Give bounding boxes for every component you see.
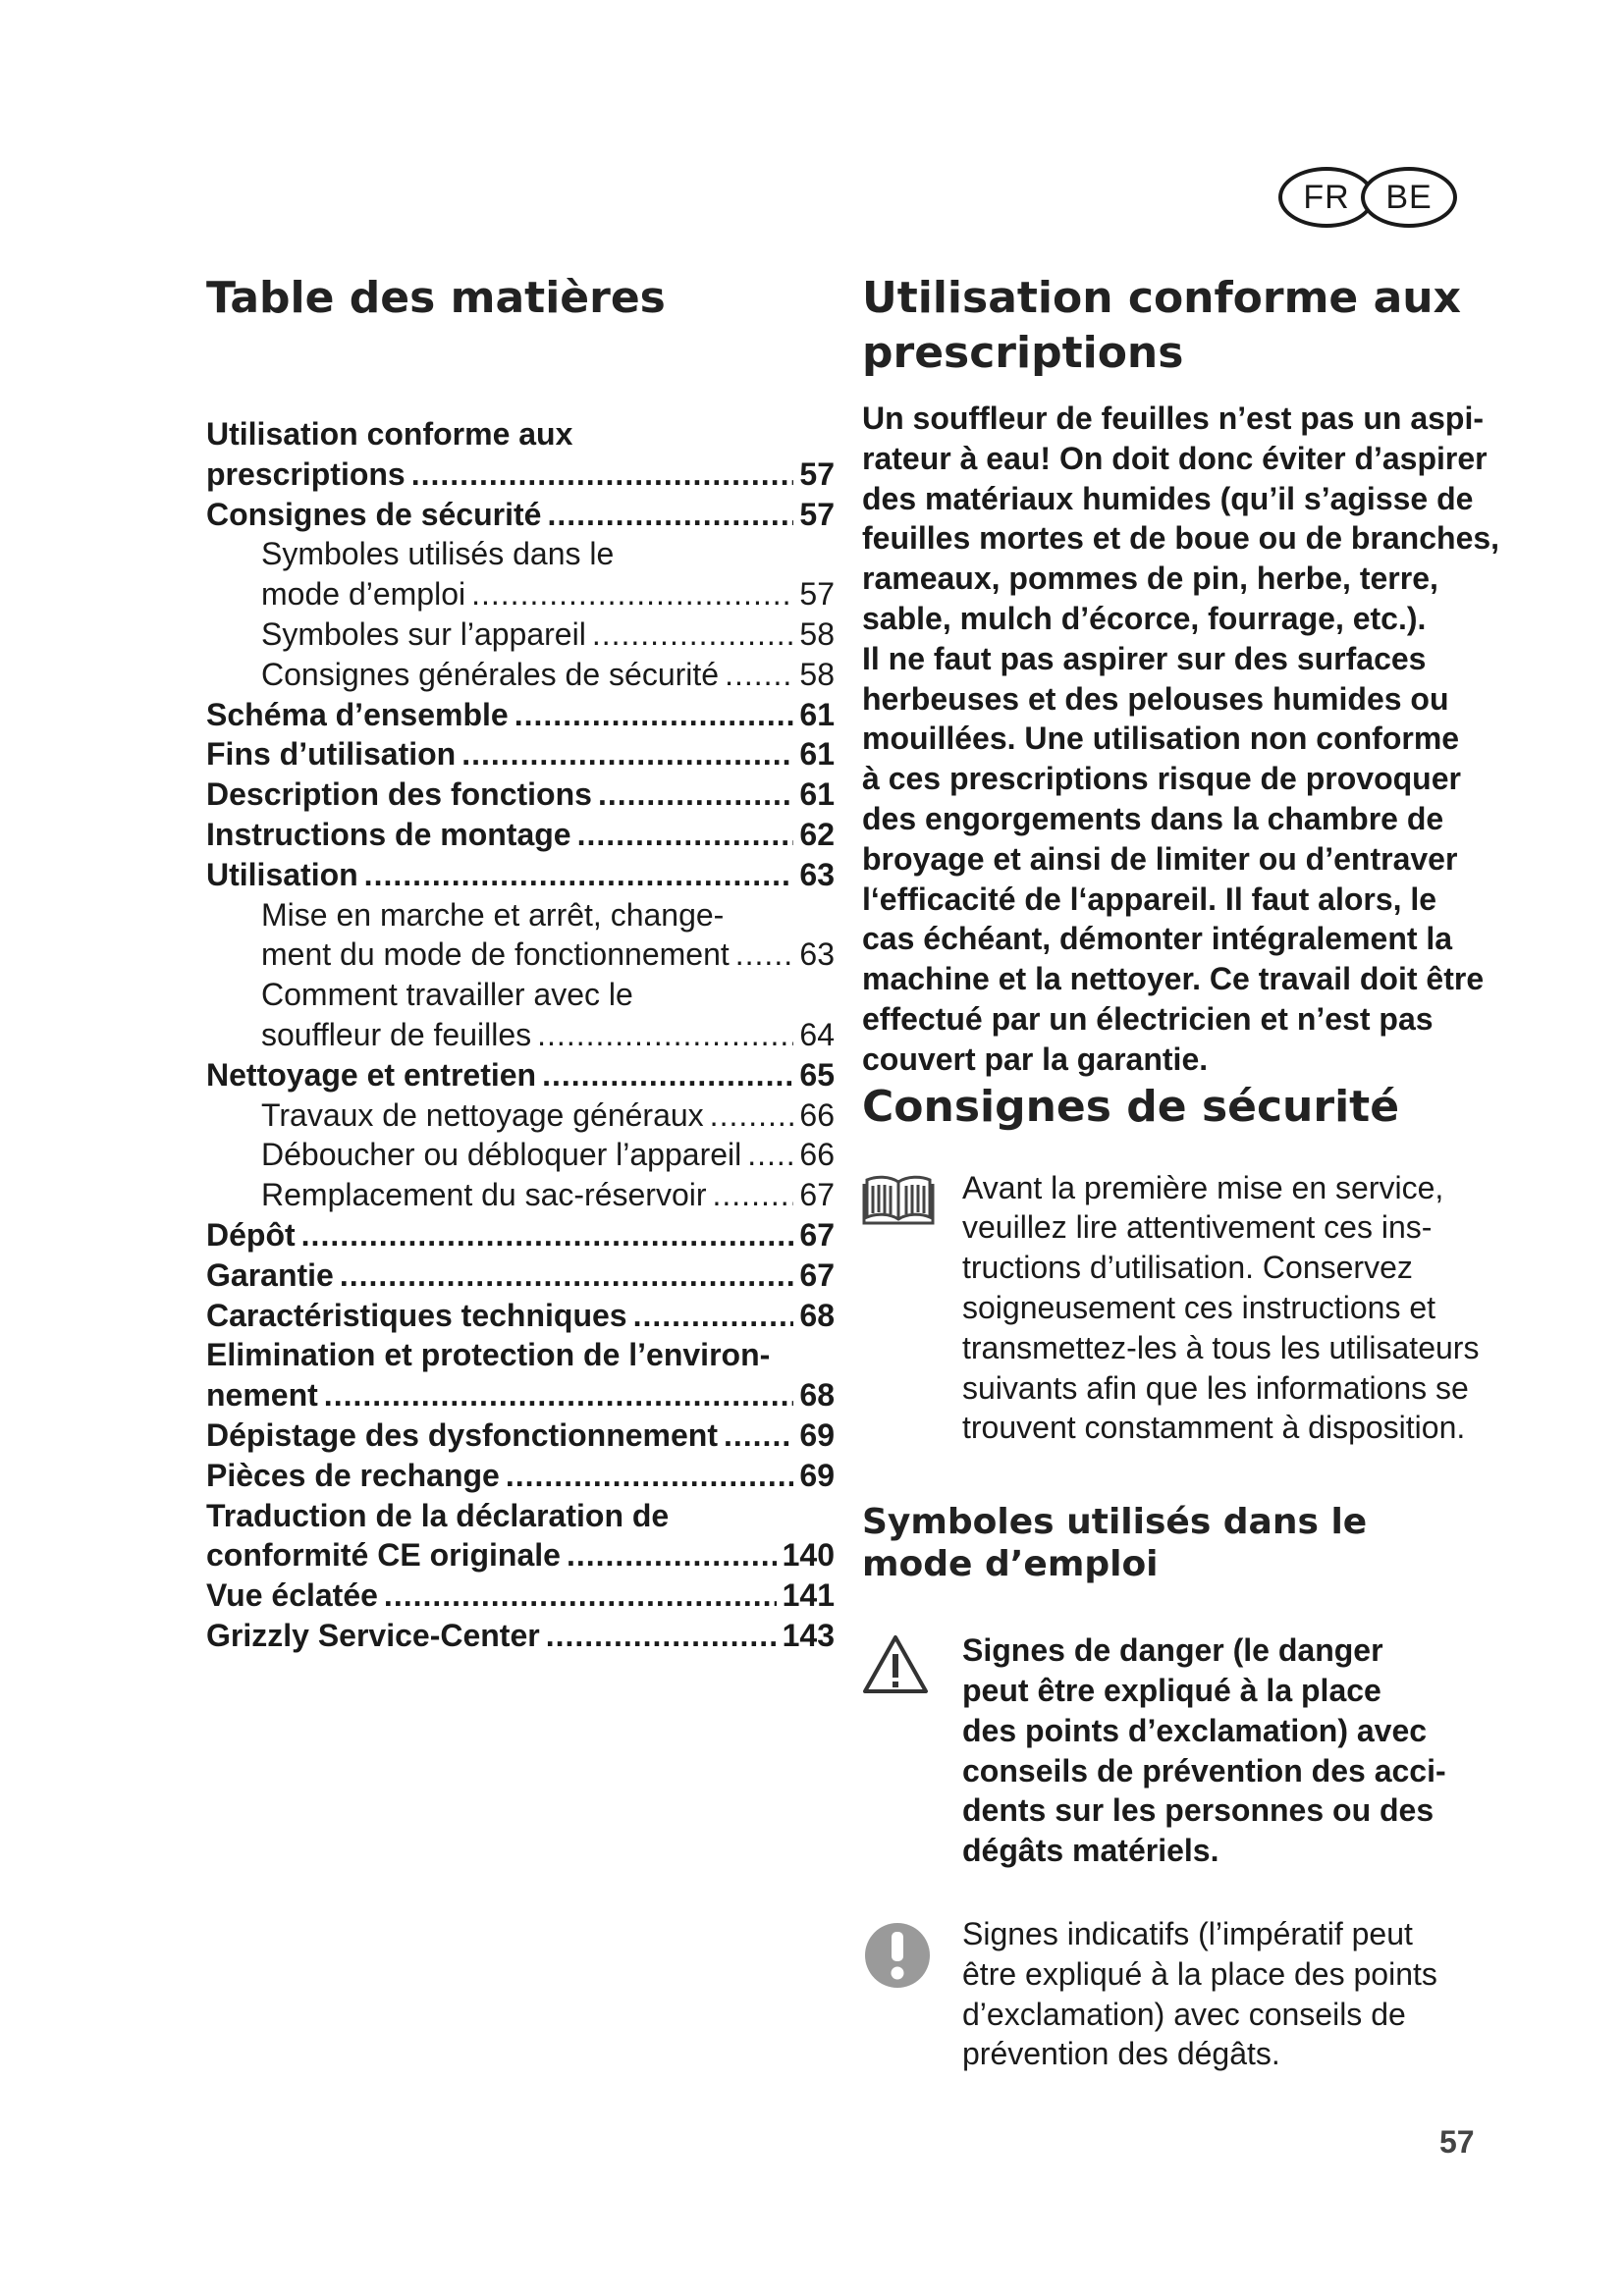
text-line: veuillez lire attentivement ces ins- [962,1209,1433,1246]
toc-entry [206,1135,835,1175]
toc-entry-page: 57 [799,576,835,613]
toc-entry-title: conformité CE originale [206,1537,561,1574]
toc-entry [206,495,835,535]
toc-dot-leader [592,614,794,655]
text-line: herbeuses et des pelouses humides ou [862,680,1449,717]
toc-entry-page: 69 [799,1457,835,1493]
manual-note [862,1168,1549,1449]
text-line: Signes de danger (le danger [962,1632,1383,1669]
page-number: 57 [1439,2124,1475,2160]
text-line: d’exclamation) avec conseils de [962,1996,1406,2032]
toc-entry [206,655,835,695]
toc-entry-line: Comment travailler avec le [261,977,633,1013]
toc-entry-title: Consignes de sécurité [206,496,542,532]
toc-entry-page: 62 [799,816,835,852]
toc-entry-title: Déboucher ou débloquer l’appareil [261,1137,742,1173]
toc-entry-page: 58 [799,615,835,652]
toc-entry-page: 66 [799,1137,835,1173]
toc-dot-leader [747,1135,793,1175]
toc-entry [206,454,835,495]
text-line: Il ne faut pas aspirer sur des surfaces [862,640,1427,676]
toc-entry [206,1616,835,1656]
toc-entry-title: souffleur de feuilles [261,1016,532,1052]
text-line: sable, mulch d’écorce, fourrage, etc.). [862,600,1427,636]
text-line: Un souffleur de feuilles n’est pas un aspi- [862,400,1484,436]
toc-entry-title: Caractéristiques techniques [206,1297,627,1333]
toc-dot-leader [461,734,793,774]
text-line: des points d’exclamation) avec [962,1712,1428,1748]
toc-entry-line: Mise en marche et arrêt, change- [261,896,725,933]
toc-entry-title: Nettoyage et entretien [206,1056,537,1093]
toc-entry-title: Remplacement du sac-réservoir [261,1177,707,1213]
toc-dot-leader [506,1456,794,1496]
text-line: Avant la première mise en service, [962,1169,1444,1205]
toc-dot-leader [547,495,793,535]
toc-dot-leader [735,934,794,975]
manual-note-text [962,1168,1479,1449]
danger-note [862,1630,1549,1871]
toc-entry [206,774,835,815]
toc-dot-leader [633,1296,794,1336]
toc-entry-page: 63 [799,936,835,973]
country-badge-be: BE [1361,167,1457,228]
toc-dot-leader [598,774,793,815]
right-column [862,271,1549,2074]
toc-entry-title: prescriptions [206,455,406,492]
text-line: transmettez-les à tous les utilisateurs [962,1329,1480,1365]
text-line: broyage et ainsi de limiter ou d’entraver [862,840,1458,877]
usage-paragraph [862,399,1549,1080]
toc-entry [206,1535,835,1575]
toc-entry [206,1215,835,1255]
toc-dot-leader [724,1415,793,1456]
toc-entry [206,1575,835,1616]
toc-entry-page: 67 [799,1216,835,1253]
toc-entry-line: Elimination et protection de l’environ- [206,1337,771,1373]
toc-entry-line: Symboles utilisés dans le [261,536,615,572]
toc-entry [206,734,835,774]
text-line: peut être expliqué à la place [962,1672,1381,1708]
text-line: être expliqué à la place des points [962,1955,1437,1992]
toc-entry-page: 68 [799,1377,835,1414]
toc-entry-line: Traduction de la déclaration de [206,1497,670,1533]
toc-title: Table des matières [206,273,666,323]
toc-entry-page: 143 [782,1617,835,1653]
toc-entry-page: 64 [799,1016,835,1052]
toc-entry-title: Instructions de montage [206,816,571,852]
toc-entry [206,855,835,895]
country-badges [1278,167,1457,228]
toc-entry [206,1015,835,1055]
toc-entry-title: Pièces de rechange [206,1457,500,1493]
toc-entry-title: Dépôt [206,1216,296,1253]
toc-entry-title: Fins d’utilisation [206,736,457,773]
toc-entry-page: 66 [799,1096,835,1133]
toc-entry [206,815,835,855]
text-line: tructions d’utilisation. Conservez [962,1250,1413,1286]
toc-entry-title: Garantie [206,1256,334,1293]
toc-entry-page: 69 [799,1416,835,1453]
toc-dot-leader [725,655,793,695]
toc-entry-page: 61 [799,696,835,732]
toc-entry [206,1255,835,1296]
country-badge-fr: FR [1278,167,1375,228]
toc-dot-leader [471,574,793,614]
toc-dot-leader [384,1575,777,1616]
text-line: Signes indicatifs (l’impératif peut [962,1915,1413,1951]
toc-entry-title: Schéma d’ensemble [206,696,509,732]
info-note [862,1914,1549,2074]
usage-title-line: prescriptions [862,328,1184,378]
toc-entry-title: nement [206,1377,318,1414]
symbols-title [862,1501,1549,1585]
danger-note-text [962,1630,1446,1871]
book-icon [862,1168,962,1449]
text-line: des engorgements dans la chambre de [862,800,1444,836]
text-line: feuilles mortes et de boue ou de branches, [862,520,1500,557]
toc-entry-title: Consignes générales de sécurité [261,656,720,692]
toc-entry-line: Utilisation conforme aux [206,416,573,452]
toc-entry-title: Utilisation [206,856,358,892]
toc-dot-leader [411,454,794,495]
toc-entry-page: 61 [799,776,835,813]
toc-entry [206,1456,835,1496]
toc-entry-page: 141 [782,1577,835,1614]
info-note-text [962,1914,1437,2074]
text-line: cas échéant, démonter intégralement la [862,921,1453,957]
text-line: à ces prescriptions risque de provoquer [862,761,1461,797]
toc-entry-page: 61 [799,736,835,773]
toc-entry [206,1375,835,1415]
toc-dot-leader [514,695,794,735]
symbols-title-line: mode d’emploi [862,1544,1159,1585]
toc-dot-leader [577,815,794,855]
toc-entry-page: 65 [799,1056,835,1093]
toc-entry-page: 57 [799,496,835,532]
toc-entry-page: 57 [799,455,835,492]
usage-title-line: Utilisation conforme aux [862,273,1461,323]
text-line: rateur à eau! On doit donc éviter d’aspirer [862,440,1488,476]
toc-dot-leader [364,855,794,895]
toc-entry-title: Travaux de nettoyage généraux [261,1096,704,1133]
toc-entry [206,1296,835,1336]
toc-entry [206,1415,835,1456]
toc-entry [206,1175,835,1215]
warning-triangle-icon [862,1630,962,1871]
toc-entry [206,1095,835,1136]
toc-entry-title: mode d’emploi [261,576,466,613]
text-line: dégâts matériels. [962,1833,1219,1869]
text-line: des matériaux humides (qu’il s’agisse de [862,480,1474,516]
toc-list [206,414,835,1656]
text-line: mouillées. Une utilisation non conforme [862,721,1460,757]
toc-dot-leader [324,1375,794,1415]
toc-entry-page: 140 [782,1537,835,1574]
text-line: l‘efficacité de l‘appareil. Il faut alors, le [862,881,1437,917]
toc-entry [206,1055,835,1095]
toc-entry [206,574,835,614]
toc-dot-leader [340,1255,794,1296]
toc-entry-title: Symboles sur l’appareil [261,615,586,652]
toc-entry [206,695,835,735]
toc-dot-leader [542,1055,793,1095]
toc-entry-page: 67 [799,1256,835,1293]
text-line: soigneusement ces instructions et [962,1289,1436,1325]
toc-entry-title: Dépistage des dysfonctionnement [206,1416,718,1453]
usage-title [862,271,1549,381]
text-line: effectué par un électricien et n’est pas [862,1000,1434,1037]
text-line: couvert par la garantie. [862,1041,1209,1077]
toc-dot-leader [537,1015,793,1055]
toc-dot-leader [546,1616,777,1656]
toc-entry-title: Description des fonctions [206,776,592,813]
toc-entry-page: 68 [799,1297,835,1333]
text-line: machine et la nettoyer. Ce travail doit être [862,961,1485,997]
toc-entry-page: 58 [799,656,835,692]
table-of-contents [206,271,835,1656]
text-line: prévention des dégâts. [962,2036,1280,2072]
safety-title: Consignes de sécurité [862,1081,1400,1132]
text-line: suivants afin que les informations se [962,1369,1469,1406]
toc-entry [206,614,835,655]
toc-entry-page: 63 [799,856,835,892]
toc-entry-title: Vue éclatée [206,1577,378,1614]
toc-dot-leader [710,1095,794,1136]
toc-entry [206,934,835,975]
text-line: trouvent constamment à disposition. [962,1410,1466,1446]
toc-dot-leader [567,1535,777,1575]
text-line: dents sur les personnes ou des [962,1792,1435,1829]
text-line: conseils de prévention des acci- [962,1752,1446,1789]
toc-dot-leader [713,1175,794,1215]
toc-dot-leader [301,1215,794,1255]
toc-entry-title: Grizzly Service-Center [206,1617,540,1653]
exclamation-circle-icon [862,1914,962,2074]
toc-entry-title: ment du mode de fonctionnement [261,936,730,973]
toc-entry-page: 67 [799,1177,835,1213]
symbols-title-line: Symboles utilisés dans le [862,1502,1368,1543]
text-line: rameaux, pommes de pin, herbe, terre, [862,561,1438,597]
